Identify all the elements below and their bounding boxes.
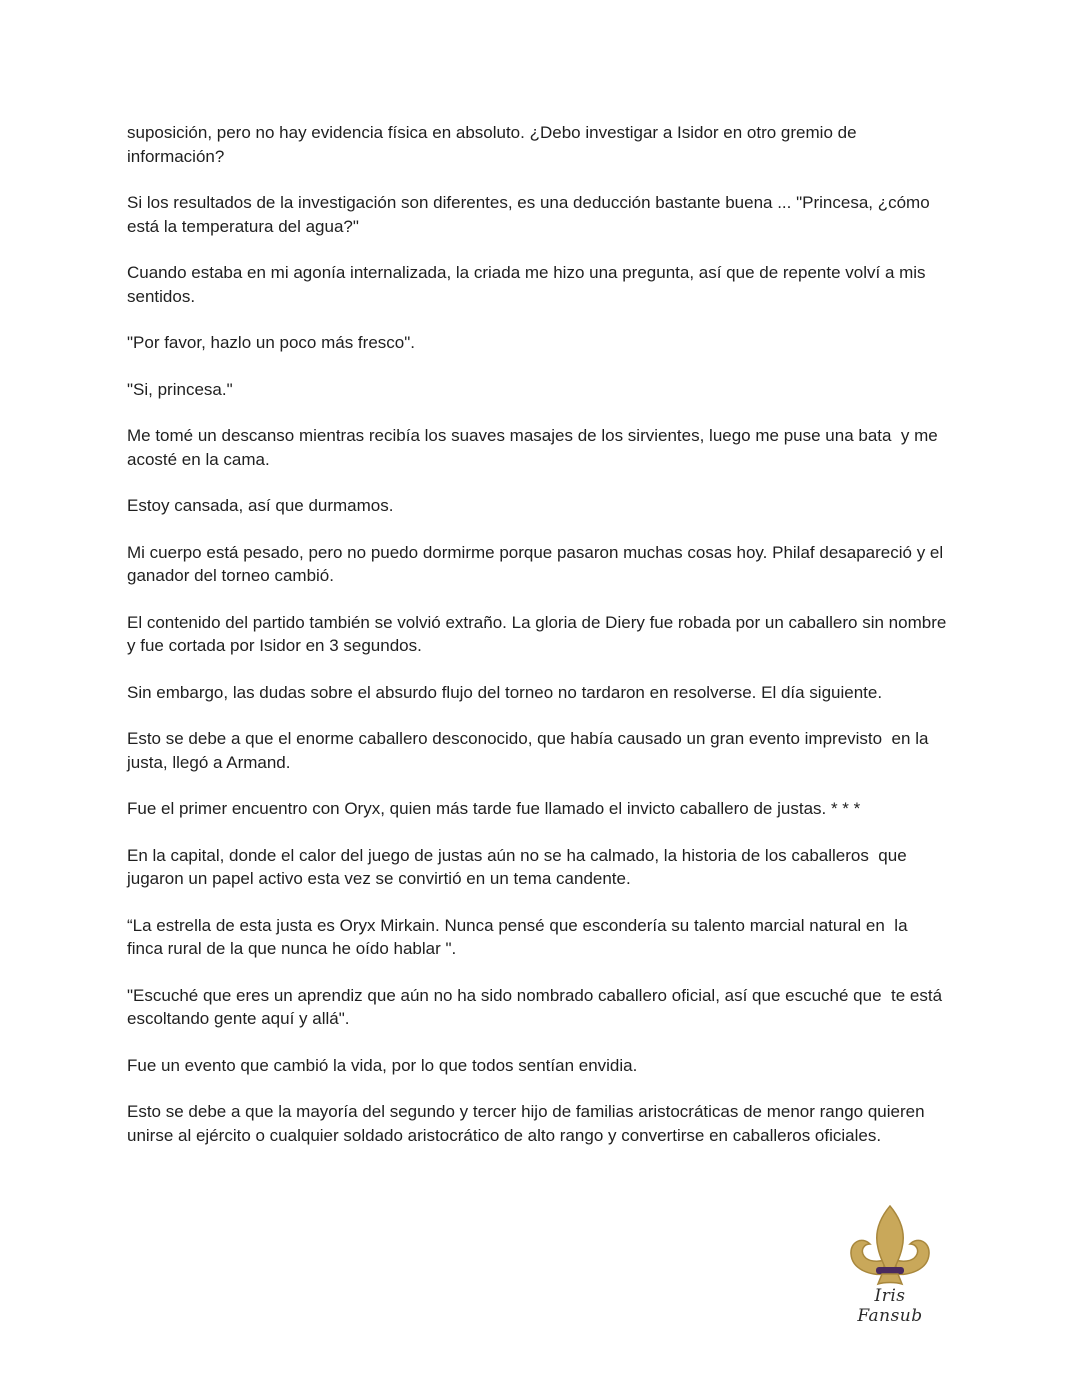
paragraph: "Si, princesa." [127, 379, 233, 399]
paragraph: Cuando estaba en mi agonía internalizada, la criada me hizo una pregunta, así que de repente volví a mis sentidos. [127, 263, 931, 306]
fleur-de-lis-icon [846, 1204, 934, 1294]
paragraph: Sin embargo, las dudas sobre el absurdo flujo del torneo no tardaron en resolverse. El día siguiente. [127, 682, 883, 702]
paragraph: Me tomé un descanso mientras recibía los suaves masajes de los sirvientes, luego me puse una bata y me acosté en la cama. [127, 426, 943, 469]
paragraph: Esto se debe a que la mayoría del segundo y tercer hijo de familias aristocráticas de menor rango quieren unirse al ejército o cualquier soldado aristocrático de alto rango y convertirse en caballeros oficiales. [127, 1102, 930, 1145]
paragraph: Fue el primer encuentro con Oryx, quien más tarde fue llamado el invicto caballero de justas. * * * [127, 799, 861, 818]
paragraph: El contenido del partido también se volvió extraño. La gloria de Diery fue robada por un caballero sin nombre y fue cortada por Isidor en 3 segundos. [127, 612, 952, 655]
paragraph: "Escuché que eres un aprendiz que aún no ha sido nombrado caballero oficial, así que escuché que te está escoltando gente aquí y allá". [127, 985, 947, 1028]
document-body [127, 121, 952, 1170]
paragraph: "Por favor, hazlo un poco más fresco". [127, 333, 415, 352]
paragraph: Mi cuerpo está pesado, pero no puedo dormirme porque pasaron muchas cosas hoy. Philaf desapareció y el ganador del torneo cambió. [127, 542, 948, 585]
paragraph: suposición, pero no hay evidencia física en absoluto. ¿Debo investigar a Isidor en otro gremio de información? [127, 123, 862, 166]
watermark-logo [840, 1200, 940, 1326]
paragraph: Esto se debe a que el enorme caballero desconocido, que había causado un gran evento imprevisto en la justa, llegó a Armand. [127, 729, 934, 772]
paragraph: Estoy cansada, así que durmamos. [127, 496, 394, 515]
paragraph: Fue un evento que cambió la vida, por lo que todos sentían envidia. [127, 1055, 638, 1075]
paragraph: “La estrella de esta justa es Oryx Mirkain. Nunca pensé que escondería su talento marcial natural en la finca rural de la que nunca he oído hablar ". [127, 915, 913, 958]
watermark-text: Iris Fansub [857, 1286, 923, 1326]
paragraph: En la capital, donde el calor del juego de justas aún no se ha calmado, la historia de los caballeros que jugaron un papel activo esta vez se convirtió en un tema candente. [127, 845, 912, 888]
paragraph: Si los resultados de la investigación son diferentes, es una deducción bastante buena ... "Princesa, ¿cómo está la temperatura del agua?" [127, 193, 935, 236]
